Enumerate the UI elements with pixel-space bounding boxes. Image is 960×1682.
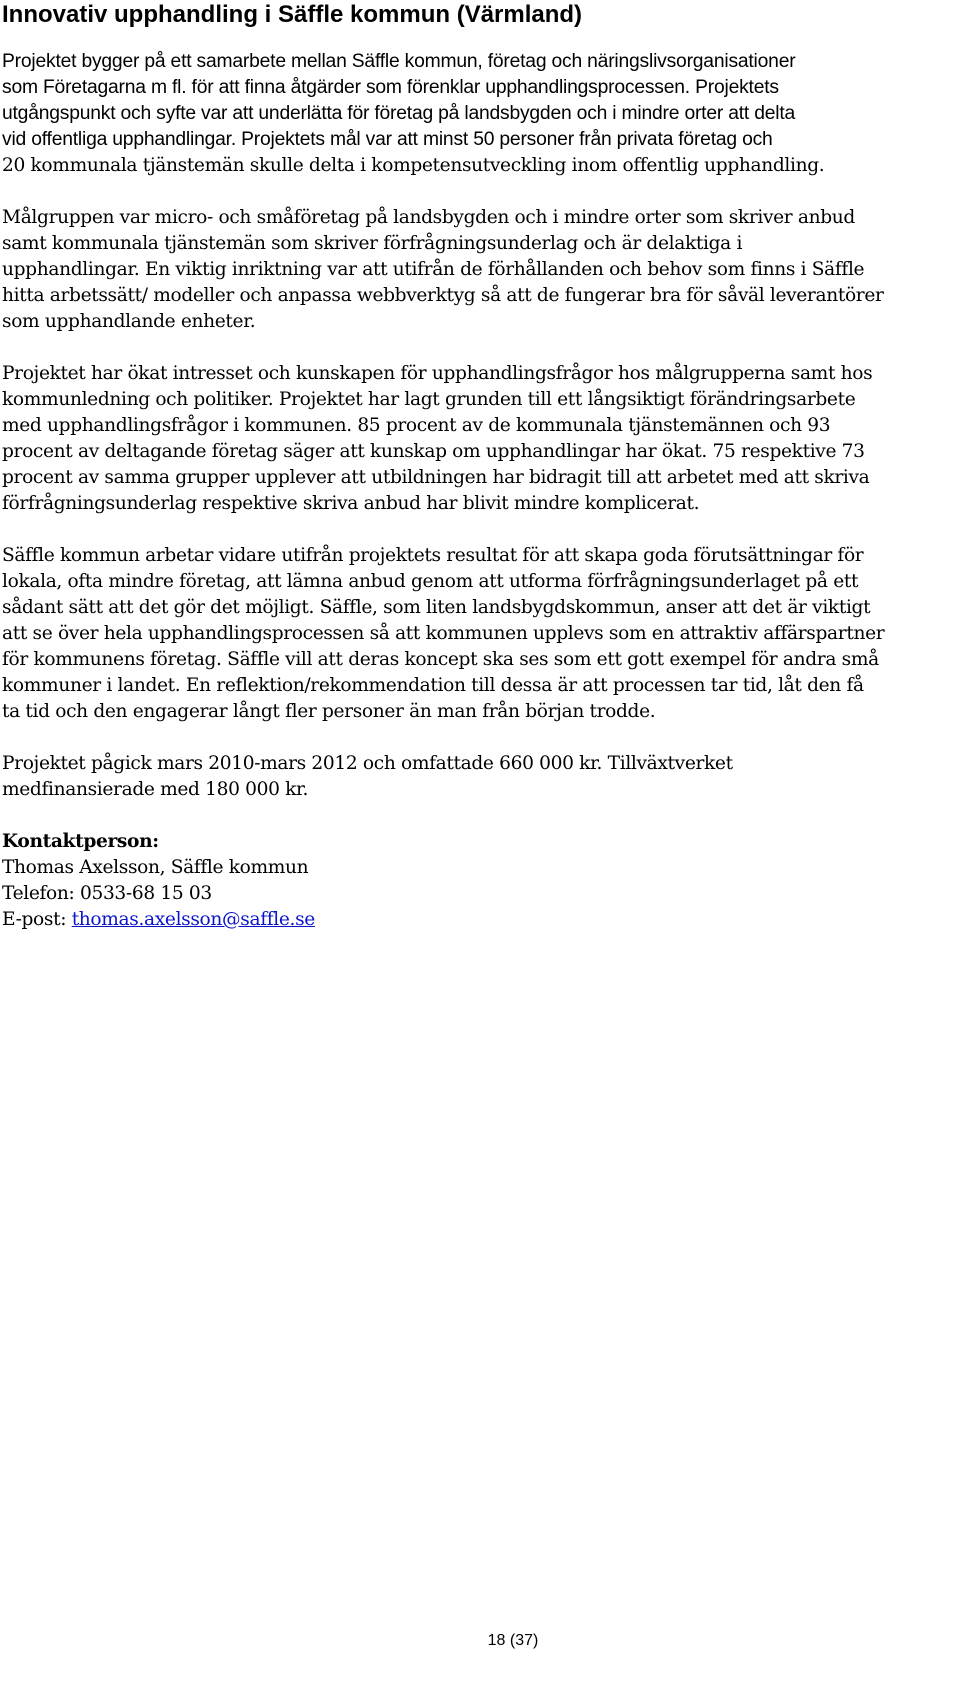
contact-email-line xyxy=(2,907,954,933)
text-line: sådant sätt att det gör det möjligt. Säffle, som liten landsbygdskommun, anser att det är viktigt xyxy=(2,597,871,618)
text-line: Projektet pågick mars 2010-mars 2012 och omfattade 660 000 kr. Tillväxtverket xyxy=(2,753,733,774)
text-line: kommunledning och politiker. Projektet har lagt grunden till ett långsiktigt förändringsarbete xyxy=(2,389,856,410)
text-line: för kommunens företag. Säffle vill att deras koncept ska ses som ett gott exempel för andra små xyxy=(2,649,879,670)
text-line: att se över hela upphandlingsprocessen så att kommunen upplevs som en attraktiv affärspartner xyxy=(2,623,885,644)
text-line: Målgruppen var micro- och småföretag på landsbygden och i mindre orter som skriver anbud xyxy=(2,207,855,228)
contact-phone: Telefon: 0533-68 15 03 xyxy=(2,883,212,904)
email-link[interactable]: thomas.axelsson@saffle.se xyxy=(71,909,315,930)
text-line: med upphandlingsfrågor i kommunen. 85 procent av de kommunala tjänstemännen och 93 xyxy=(2,415,831,436)
contact-name: Thomas Axelsson, Säffle kommun xyxy=(2,857,309,878)
text-line: som upphandlande enheter. xyxy=(2,311,256,332)
text-line: Projektet bygger på ett samarbete mellan Säffle kommun, företag och näringslivsorganisationer xyxy=(2,51,796,72)
text-line: hitta arbetssätt/ modeller och anpassa webbverktyg så att de fungerar bra för såväl leverantörer xyxy=(2,285,884,306)
text-line: samt kommunala tjänstemän som skriver förfrågningsunderlag och är delaktiga i xyxy=(2,233,743,254)
text-line: lokala, ofta mindre företag, att lämna anbud genom att utforma förfrågningsunderlaget på ett xyxy=(2,571,859,592)
contact-heading: Kontaktperson: xyxy=(2,831,159,852)
intro-paragraph xyxy=(2,49,954,179)
text-line: 20 kommunala tjänstemän skulle delta i kompetensutveckling inom offentlig upphandling. xyxy=(2,155,825,176)
page-title: Innovativ upphandling i Säffle kommun (Värmland) xyxy=(2,1,583,28)
text-line: kommuner i landet. En reflektion/rekommendation till dessa är att processen tar tid, låt den få xyxy=(2,675,864,696)
text-line: medfinansierade med 180 000 kr. xyxy=(2,779,309,800)
text-line: ta tid och den engagerar långt fler personer än man från början trodde. xyxy=(2,701,656,722)
email-label: E-post: xyxy=(2,909,72,930)
text-line: vid offentliga upphandlingar. Projektets mål var att minst 50 personer från privata företag och xyxy=(2,129,773,150)
text-line: Säffle kommun arbetar vidare utifrån projektets resultat för att skapa goda förutsättningar för xyxy=(2,545,864,566)
text-line: procent av deltagande företag säger att kunskap om upphandlingar har ökat. 75 respektive 73 xyxy=(2,441,865,462)
text-line: som Företagarna m fl. för att finna åtgärder som förenklar upphandlingsprocessen. Projektets xyxy=(2,77,779,98)
continuation-paragraph xyxy=(2,543,954,725)
text-line: procent av samma grupper upplever att utbildningen har bidragit till att arbetet med att skriva xyxy=(2,467,870,488)
document-page xyxy=(2,0,954,933)
text-line: förfrågningsunderlag respektive skriva anbud har blivit mindre komplicerat. xyxy=(2,493,700,514)
text-line: Projektet har ökat intresset och kunskapen för upphandlingsfrågor hos målgrupperna samt hos xyxy=(2,363,873,384)
target-group-paragraph xyxy=(2,205,954,335)
page-number: 18 (37) xyxy=(487,1632,539,1649)
results-paragraph xyxy=(2,361,954,517)
text-line: utgångspunkt och syfte var att underlätta för företag på landsbygden och i mindre orter att delta xyxy=(2,103,796,124)
contact-block xyxy=(2,829,954,933)
text-line: upphandlingar. En viktig inriktning var att utifrån de förhållanden och behov som finns i Säffle xyxy=(2,259,865,280)
funding-paragraph xyxy=(2,751,954,803)
